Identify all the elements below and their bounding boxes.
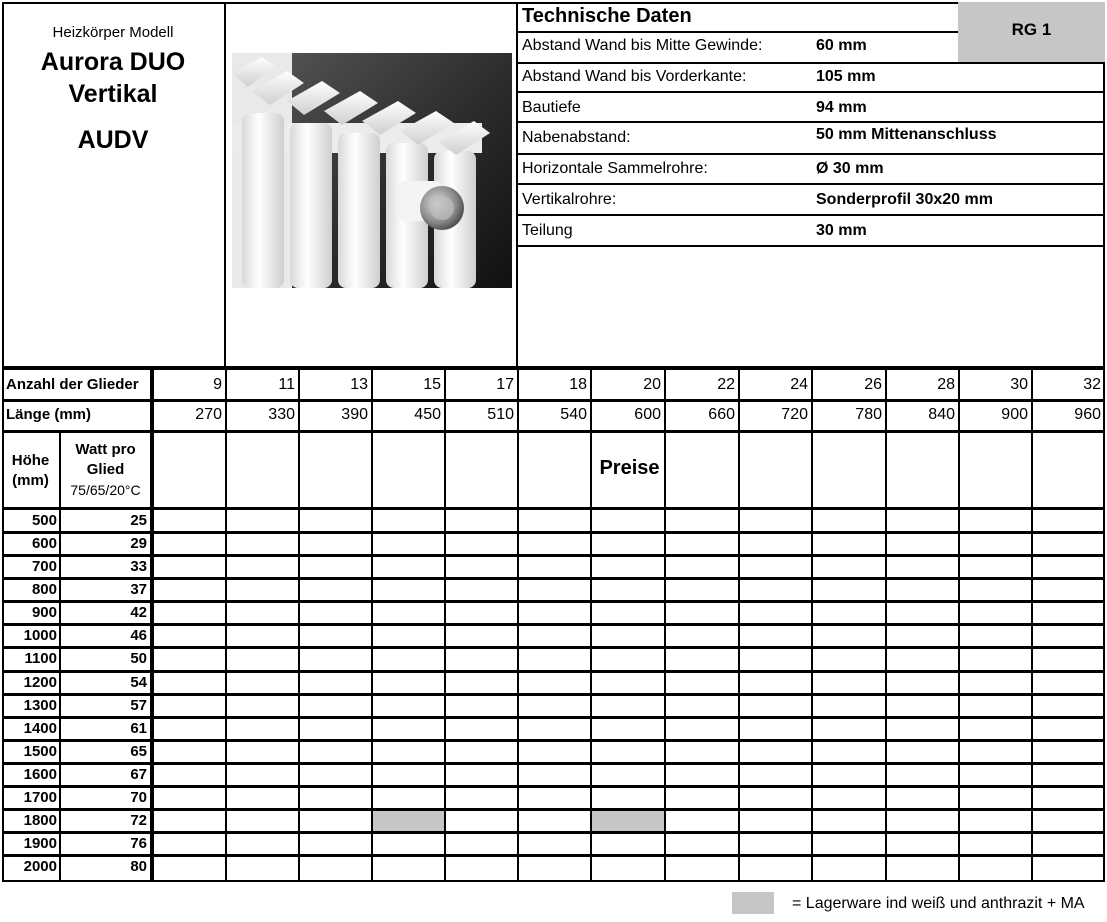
watt-header-line3: 75/65/20°C <box>70 482 141 498</box>
row-rule <box>2 646 1105 649</box>
header-rows-rule <box>2 507 1105 510</box>
laenge-value: 960 <box>1074 406 1101 423</box>
col-rule-body <box>298 509 300 880</box>
laenge-value: 780 <box>855 406 882 423</box>
tech-divider <box>518 121 1105 123</box>
glieder-value: 26 <box>864 376 882 393</box>
legend-text: = Lagerware ind weiß und anthrazit + MA <box>792 895 1085 912</box>
radiator-photo <box>232 53 512 288</box>
tech-label-depth: Bautiefe <box>522 99 581 116</box>
model-header <box>2 2 226 368</box>
glieder-value: 20 <box>643 376 661 393</box>
tech-divider <box>518 31 958 33</box>
glieder-value: 32 <box>1083 376 1101 393</box>
glieder-row-rule <box>2 399 1105 402</box>
watt-value: 67 <box>130 766 147 783</box>
hoehe-value: 1700 <box>23 789 57 806</box>
laenge-value: 330 <box>268 406 295 423</box>
tech-value-vertical-tubes: Sonderprofil 30x20 mm <box>816 191 993 208</box>
glieder-value: 22 <box>717 376 735 393</box>
hoehe-value: 1400 <box>23 720 57 737</box>
row-rule <box>2 739 1105 742</box>
tech-label-collector: Horizontale Sammelrohre: <box>522 160 708 177</box>
glieder-value: 15 <box>423 376 441 393</box>
watt-value: 42 <box>130 604 147 621</box>
price-group-badge: RG 1 <box>958 2 1105 62</box>
laenge-value: 900 <box>1001 406 1028 423</box>
glieder-value: 24 <box>790 376 808 393</box>
laenge-label: Länge (mm) <box>6 406 92 423</box>
row-rule <box>2 693 1105 696</box>
hoehe-header <box>2 451 59 491</box>
hoehe-header-line2: (mm) <box>12 472 49 489</box>
laenge-row-rule <box>2 430 1105 433</box>
hoehe-value: 700 <box>31 558 57 575</box>
laenge-value: 270 <box>195 406 222 423</box>
glieder-value: 28 <box>937 376 955 393</box>
tech-divider <box>518 214 1105 216</box>
glieder-label: Anzahl der Glieder <box>6 376 139 393</box>
watt-value: 61 <box>130 720 147 737</box>
tech-value-depth: 94 mm <box>816 99 867 116</box>
hoehe-value: 500 <box>31 512 57 529</box>
hoehe-value: 1300 <box>23 697 57 714</box>
watt-value: 46 <box>130 627 147 644</box>
preise-header: Preise <box>599 457 660 479</box>
watt-header-line2: Glied <box>86 461 125 478</box>
laenge-value: 510 <box>487 406 514 423</box>
hoehe-value: 1100 <box>24 650 57 667</box>
watt-header <box>61 440 150 500</box>
stock-cell <box>372 810 445 832</box>
technical-data <box>518 2 1105 368</box>
hoehe-value: 800 <box>31 581 57 598</box>
tech-divider <box>518 183 1105 185</box>
tech-value-hub-distance: 50 mm Mittenanschluss <box>816 126 997 143</box>
tech-divider <box>518 245 1105 247</box>
header-bottom-rule <box>2 366 1105 370</box>
hoehe-value: 1500 <box>23 743 57 760</box>
row-rule <box>2 670 1105 673</box>
col-rule-body <box>371 509 373 880</box>
radiator-illustration <box>232 53 512 288</box>
glieder-value: 18 <box>569 376 587 393</box>
col-rule-body <box>664 509 666 880</box>
row-rule <box>2 831 1105 834</box>
watt-value: 70 <box>130 789 147 806</box>
hoehe-value: 1800 <box>23 812 57 829</box>
tech-value-collector: Ø 30 mm <box>816 160 884 177</box>
col-rule-body <box>444 509 446 880</box>
tech-label-vertical-tubes: Vertikalrohre: <box>522 191 617 208</box>
watt-value: 72 <box>130 812 147 829</box>
laenge-value: 840 <box>928 406 955 423</box>
model-code: AUDV <box>77 126 149 154</box>
hoehe-value: 600 <box>31 535 57 552</box>
hoehe-value: 1000 <box>23 627 57 644</box>
row-rule <box>2 785 1105 788</box>
row-rule <box>2 554 1105 557</box>
tech-value-wall-front: 105 mm <box>816 68 876 85</box>
watt-value: 54 <box>130 674 147 691</box>
tech-label-wall-front: Abstand Wand bis Vorderkante: <box>522 68 747 85</box>
watt-value: 33 <box>130 558 147 575</box>
watt-value: 37 <box>130 581 147 598</box>
stock-cell <box>591 810 665 832</box>
glieder-value: 11 <box>278 376 295 393</box>
glieder-value: 17 <box>496 376 514 393</box>
laenge-value: 600 <box>634 406 661 423</box>
model-name-line1: Aurora DUO <box>40 48 186 76</box>
watt-value: 50 <box>130 650 147 667</box>
tech-divider <box>518 91 1105 93</box>
hoehe-value: 1200 <box>23 674 57 691</box>
row-rule <box>2 716 1105 719</box>
tech-title: Technische Daten <box>522 5 692 27</box>
hoehe-value: 1600 <box>23 766 57 783</box>
watt-value: 76 <box>130 835 147 852</box>
tech-label-hub-distance: Nabenabstand: <box>522 129 631 146</box>
hoehe-value: 900 <box>31 604 57 621</box>
col-rule-body <box>738 509 740 880</box>
label-column-rule <box>150 368 154 880</box>
tech-label-pitch: Teilung <box>522 222 573 239</box>
watt-value: 25 <box>130 512 147 529</box>
watt-value: 80 <box>130 858 147 875</box>
row-rule <box>2 808 1105 811</box>
row-rule <box>2 600 1105 603</box>
tech-divider <box>518 153 1105 155</box>
watt-value: 29 <box>130 535 147 552</box>
model-caption: Heizkörper Modell <box>52 24 174 41</box>
laenge-value: 450 <box>414 406 441 423</box>
glieder-value: 13 <box>350 376 368 393</box>
laenge-value: 720 <box>781 406 808 423</box>
tech-value-wall-thread: 60 mm <box>816 37 867 54</box>
glieder-value: 9 <box>213 376 222 393</box>
col-rule-body <box>1031 509 1033 880</box>
hoehe-value: 2000 <box>23 858 57 875</box>
col-rule-body <box>885 509 887 880</box>
laenge-value: 660 <box>708 406 735 423</box>
row-rule <box>2 854 1105 857</box>
glieder-value: 30 <box>1010 376 1028 393</box>
hoehe-value: 1900 <box>23 835 57 852</box>
watt-value: 65 <box>130 743 147 760</box>
col-rule-body <box>590 509 592 880</box>
row-rule <box>2 531 1105 534</box>
legend-stock-swatch <box>732 892 774 914</box>
col-rule-body <box>517 509 519 880</box>
row-rule <box>2 623 1105 626</box>
tech-divider <box>518 62 1105 64</box>
laenge-value: 390 <box>341 406 368 423</box>
col-rule-body <box>225 509 227 880</box>
product-image-cell <box>226 2 518 368</box>
model-name <box>2 46 224 110</box>
watt-value: 57 <box>130 697 147 714</box>
col-rule-body <box>811 509 813 880</box>
row-rule <box>2 577 1105 580</box>
hoehe-header-line1: Höhe <box>11 452 50 469</box>
laenge-value: 540 <box>560 406 587 423</box>
row-rule <box>2 762 1105 765</box>
tech-value-pitch: 30 mm <box>816 222 867 239</box>
watt-header-line1: Watt pro <box>75 441 136 458</box>
tech-label-wall-thread: Abstand Wand bis Mitte Gewinde: <box>522 37 763 54</box>
model-name-line2: Vertikal <box>68 80 158 108</box>
col-rule-body <box>958 509 960 880</box>
